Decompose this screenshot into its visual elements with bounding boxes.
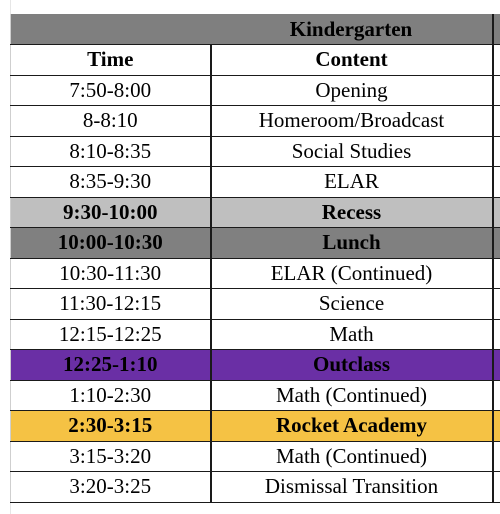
content-cell[interactable]: Math (Continued): [211, 441, 493, 472]
edge-cell[interactable]: [493, 319, 500, 350]
time-cell[interactable]: 2:30-3:15: [11, 411, 211, 442]
edge-cell[interactable]: [493, 228, 500, 259]
edge-cell[interactable]: [493, 167, 500, 198]
time-cell[interactable]: 8:35-9:30: [11, 167, 211, 198]
table-row: [11, 167, 500, 198]
content-cell[interactable]: Outclass: [211, 350, 493, 381]
table-row: [11, 441, 500, 472]
header-edge-cell[interactable]: [493, 45, 500, 76]
edge-cell[interactable]: [493, 197, 500, 228]
title-row: [11, 14, 500, 45]
header-content[interactable]: Content: [211, 45, 493, 76]
table-row: [11, 228, 500, 259]
table-row: [11, 258, 500, 289]
edge-cell[interactable]: [493, 258, 500, 289]
table-row: [11, 350, 500, 381]
table-row: [11, 472, 500, 503]
table-row: [11, 289, 500, 320]
table-row: [11, 197, 500, 228]
time-cell[interactable]: 8-8:10: [11, 106, 211, 137]
content-cell[interactable]: Opening: [211, 75, 493, 106]
table-row: [11, 75, 500, 106]
content-cell[interactable]: Homeroom/Broadcast: [211, 106, 493, 137]
edge-cell[interactable]: [493, 380, 500, 411]
time-cell[interactable]: 3:15-3:20: [11, 441, 211, 472]
content-cell[interactable]: Math: [211, 319, 493, 350]
time-cell[interactable]: 7:50-8:00: [11, 75, 211, 106]
content-cell[interactable]: Rocket Academy: [211, 411, 493, 442]
content-cell[interactable]: ELAR: [211, 167, 493, 198]
table-row: [11, 136, 500, 167]
schedule-table: [10, 14, 500, 503]
time-cell[interactable]: 12:15-12:25: [11, 319, 211, 350]
time-cell[interactable]: 10:30-11:30: [11, 258, 211, 289]
table-row: [11, 106, 500, 137]
time-cell[interactable]: 10:00-10:30: [11, 228, 211, 259]
content-cell[interactable]: Social Studies: [211, 136, 493, 167]
content-cell[interactable]: Recess: [211, 197, 493, 228]
edge-cell[interactable]: [493, 289, 500, 320]
time-cell[interactable]: 12:25-1:10: [11, 350, 211, 381]
edge-cell[interactable]: [493, 350, 500, 381]
table-row: [11, 411, 500, 442]
content-cell[interactable]: ELAR (Continued): [211, 258, 493, 289]
header-row: [11, 45, 500, 76]
time-cell[interactable]: 3:20-3:25: [11, 472, 211, 503]
edge-cell[interactable]: [493, 441, 500, 472]
time-cell[interactable]: 9:30-10:00: [11, 197, 211, 228]
time-cell[interactable]: 11:30-12:15: [11, 289, 211, 320]
title-edge-cell[interactable]: [493, 14, 500, 45]
edge-cell[interactable]: [493, 472, 500, 503]
edge-cell[interactable]: [493, 75, 500, 106]
table-row: [11, 380, 500, 411]
edge-cell[interactable]: [493, 411, 500, 442]
edge-cell[interactable]: [493, 106, 500, 137]
edge-cell[interactable]: [493, 136, 500, 167]
content-cell[interactable]: Math (Continued): [211, 380, 493, 411]
content-cell[interactable]: Science: [211, 289, 493, 320]
title-spacer-cell[interactable]: [11, 14, 211, 45]
table-row: [11, 319, 500, 350]
content-cell[interactable]: Dismissal Transition: [211, 472, 493, 503]
time-cell[interactable]: 1:10-2:30: [11, 380, 211, 411]
time-cell[interactable]: 8:10-8:35: [11, 136, 211, 167]
content-cell[interactable]: Lunch: [211, 228, 493, 259]
table-title[interactable]: Kindergarten: [211, 14, 493, 45]
header-time[interactable]: Time: [11, 45, 211, 76]
